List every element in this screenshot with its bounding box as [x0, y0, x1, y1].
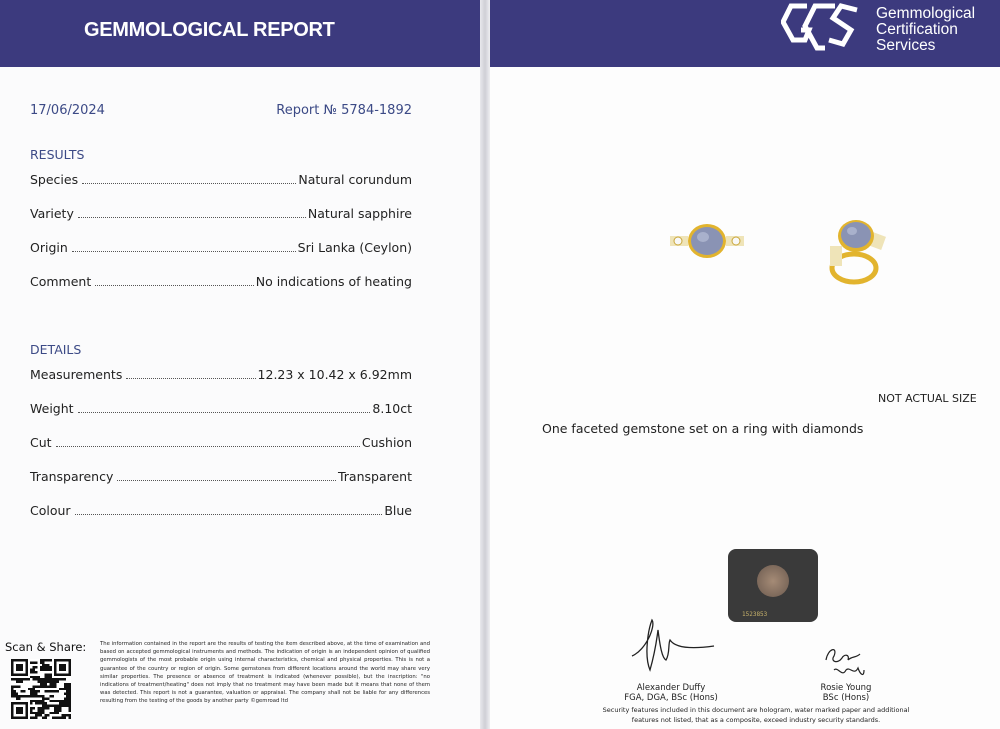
brand-name: [876, 6, 975, 54]
details-row-transparency: [30, 469, 412, 484]
row-value: 12.23 x 10.42 x 6.92mm: [257, 367, 412, 382]
brand-line: Gemmological: [876, 5, 976, 22]
dot-leader: [117, 480, 336, 481]
qr-code-icon[interactable]: [11, 659, 71, 719]
row-value: Natural corundum: [298, 172, 412, 187]
signature-young-image: [820, 640, 872, 684]
row-label: Weight: [30, 401, 74, 416]
results-heading: RESULTS: [30, 147, 85, 162]
item-description: One faceted gemstone set on a ring with diamonds: [542, 421, 864, 436]
brand-line: Certification: [876, 21, 958, 38]
brand-line: Services: [876, 37, 936, 54]
row-label: Variety: [30, 206, 74, 221]
header-band: [0, 0, 486, 67]
details-row-weight: [30, 401, 412, 416]
signatory-name: Alexander Duffy: [636, 683, 706, 693]
details-row-cut: [30, 435, 412, 450]
row-value: Blue: [384, 503, 412, 518]
scan-share-label: Scan & Share:: [5, 640, 87, 654]
dot-leader: [56, 446, 360, 447]
dot-leader: [126, 378, 255, 379]
results-row-origin: [30, 240, 412, 255]
gcs-logo-icon: [781, 0, 861, 62]
ring-top-view-image: [668, 218, 748, 264]
row-label: Origin: [30, 240, 68, 255]
dot-leader: [82, 183, 296, 184]
report-number: Report № 5784-1892: [276, 103, 412, 118]
signatory-credentials: FGA, DGA, BSc (Hons): [624, 693, 718, 703]
not-actual-size-note: NOT ACTUAL SIZE: [878, 392, 977, 405]
dot-leader: [72, 251, 296, 252]
row-value: Cushion: [361, 435, 412, 450]
results-row-species: [30, 172, 412, 187]
details-heading: DETAILS: [30, 342, 82, 357]
details-row-measurements: [30, 367, 412, 382]
signature-duffy-image: [626, 616, 716, 680]
row-label: Colour: [30, 503, 71, 518]
results-row-variety: [30, 206, 412, 221]
row-label: Measurements: [30, 367, 123, 382]
row-value: 8.10ct: [372, 401, 412, 416]
dot-leader: [75, 514, 383, 515]
legal-disclaimer: The information contained in the report are the results of testing the item described above, at the time of examination and based on accepted gemmological instruments and methods. The indication of origin is an independent opinion of qualified gemmologists of the most probable origin using internal characteristics, chemical and physical properties. This is not a guarantee of the country or region of origin. Some gemstones from different locations around the world may share very similar properties. The presence or absence of treatment is indicated (whenever possible), but the inscription: "no indications of treatment/heating" does not imply that no treatment may have been made but it means that none of them was detected. This report is not a guarantee, valuation or appraisal. The company shall not be liable for any differences resulting from the testing of the goods by another party ©gemroad ltd: [100, 641, 430, 705]
hologram-number: 1523853: [742, 611, 768, 618]
results-row-comment: [30, 274, 412, 289]
report-left-page: [0, 0, 486, 729]
ring-side-view-image: [818, 212, 896, 290]
dot-leader: [95, 285, 253, 286]
row-label: Species: [30, 172, 79, 187]
lock-icon: [757, 565, 789, 597]
details-row-colour: [30, 503, 412, 518]
report-title: GEMMOLOGICAL REPORT: [84, 19, 335, 41]
dot-leader: [78, 217, 306, 218]
dot-leader: [78, 412, 371, 413]
row-value: No indications of heating: [255, 274, 412, 289]
report-date: 17/06/2024: [30, 103, 105, 118]
row-label: Transparency: [30, 469, 114, 484]
row-label: Comment: [30, 274, 92, 289]
row-label: Cut: [30, 435, 52, 450]
signatory-young: [786, 683, 906, 703]
signatory-duffy: [596, 683, 746, 703]
header-band-right: [486, 0, 1000, 67]
report-right-page: [486, 0, 1000, 729]
row-value: Transparent: [337, 469, 412, 484]
signatory-credentials: BSc (Hons): [822, 693, 870, 703]
row-value: Natural sapphire: [307, 206, 412, 221]
signatory-name: Rosie Young: [820, 683, 872, 693]
row-value: Sri Lanka (Ceylon): [297, 240, 412, 255]
security-hologram: [728, 549, 818, 622]
booklet-spine: [480, 0, 490, 729]
security-features-note: Security features included in this document are hologram, water marked paper and additional features not listed, that as a composite, exceed industry security standards.: [602, 706, 910, 724]
